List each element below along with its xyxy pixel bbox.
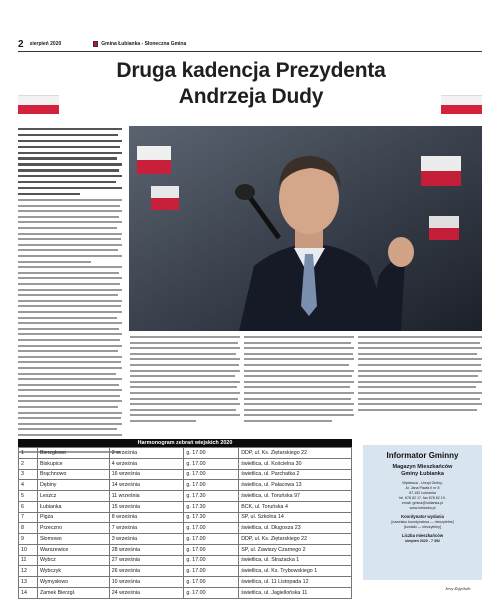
article-headline <box>20 58 482 110</box>
row-number: 9 <box>19 534 38 545</box>
table-row <box>19 544 352 555</box>
meeting-date: 10 września <box>109 577 184 588</box>
meeting-venue: świetlica, ul. Toruńska 97 <box>239 491 352 502</box>
article-lead-column <box>18 128 122 456</box>
village-name: Bierzgłowo <box>37 448 109 459</box>
row-number: 11 <box>19 555 38 566</box>
coordinator-label: Koordynator wydania <box>401 514 444 519</box>
newspaper-name-text: Gmina Łubianka - Słoneczna Gmina <box>101 41 187 47</box>
meeting-venue: SP, ul. Zawiszy Czarnego 2 <box>239 544 352 555</box>
table-row <box>19 577 352 588</box>
meeting-date: 27 września <box>109 555 184 566</box>
village-name: Zamek Bierzgł. <box>37 587 109 598</box>
village-name: Przeczno <box>37 523 109 534</box>
row-number: 8 <box>19 523 38 534</box>
meeting-date: 26 września <box>109 566 184 577</box>
meeting-venue: świetlica, ul. Kościelna 30 <box>239 458 352 469</box>
meeting-venue: SP, ul. Szkolna 14 <box>239 512 352 523</box>
meeting-venue: DDP, ul. Ks. Ziętarskiego 22 <box>239 448 352 459</box>
village-name: Łubianka <box>37 501 109 512</box>
village-name: Dębiny <box>37 480 109 491</box>
table-row <box>19 480 352 491</box>
table-row <box>19 491 352 502</box>
meeting-time: g. 17.00 <box>184 587 239 598</box>
village-name: Wymysłowo <box>37 577 109 588</box>
coat-of-arms-icon <box>93 41 98 47</box>
meeting-date: 8 września <box>109 512 184 523</box>
meeting-time: g. 17.00 <box>184 458 239 469</box>
meeting-venue: świetlica, ul. Ks. Trybowskiego 1 <box>239 566 352 577</box>
info-box-subtitle-1: Magazyn Mieszkańców <box>392 464 453 470</box>
phone: tel. 678 82 17, fax 678 82 19, <box>399 496 446 500</box>
headline-line-2: Andrzeja Dudy <box>178 85 324 108</box>
meeting-venue: świetlica, ul. Strażacka 1 <box>239 555 352 566</box>
meeting-time: g. 17.00 <box>184 566 239 577</box>
meeting-date: 2 września <box>109 448 184 459</box>
author-signature: Jerzy Zajęchuła <box>445 586 471 591</box>
address-line-1: Al. Jana Pawła II nr 8 <box>405 486 440 490</box>
article-column-2 <box>130 336 240 426</box>
meeting-venue: świetlica, ul. Parchatka 2 <box>239 469 352 480</box>
village-name: Słomowo <box>37 534 109 545</box>
article-column-3 <box>244 336 354 426</box>
coordinator-contact: [kontakt — nieczytelny] <box>404 525 441 529</box>
meeting-time: g. 17.00 <box>184 534 239 545</box>
meeting-venue: świetlica, ul. Długosza 23 <box>239 523 352 534</box>
row-number: 13 <box>19 577 38 588</box>
row-number: 3 <box>19 469 38 480</box>
meeting-time: g. 17.00 <box>184 544 239 555</box>
address-line-2: 87-152 Łubianka <box>409 491 436 495</box>
meeting-date: 24 września <box>109 587 184 598</box>
meeting-date: 28 września <box>109 544 184 555</box>
page-number: 2 <box>18 38 24 50</box>
village-name: Pigża <box>37 512 109 523</box>
village-name: Brąchnowo <box>37 469 109 480</box>
headline-line-1: Druga kadencja Prezydenta <box>116 59 386 82</box>
row-number: 2 <box>19 458 38 469</box>
header-divider <box>18 51 482 52</box>
newspaper-name <box>93 41 186 47</box>
meeting-time: g. 17.00 <box>184 448 239 459</box>
table-row <box>19 555 352 566</box>
meeting-venue: świetlica, ul. 11 Listopada 12 <box>239 577 352 588</box>
article-photo <box>129 126 482 331</box>
row-number: 14 <box>19 587 38 598</box>
meeting-date: 3 września <box>109 534 184 545</box>
population-value: sierpień 2020 - 7 392 <box>405 539 440 543</box>
meeting-venue: DDP, ul. Ks. Ziętarskiego 22 <box>239 534 352 545</box>
row-number: 5 <box>19 491 38 502</box>
meeting-time: g. 17.30 <box>184 512 239 523</box>
meeting-date: 16 września <box>109 469 184 480</box>
meeting-venue: świetlica, ul. Pałacowa 13 <box>239 480 352 491</box>
row-number: 1 <box>19 448 38 459</box>
table-row <box>19 523 352 534</box>
meeting-schedule-table <box>18 447 352 599</box>
schedule-title: Harmonogram zebrań wiejskich 2020 <box>18 439 352 447</box>
row-number: 10 <box>19 544 38 555</box>
meeting-date: 7 września <box>109 523 184 534</box>
meeting-venue: BCK, ul. Toruńska 4 <box>239 501 352 512</box>
table-row <box>19 501 352 512</box>
table-row <box>19 534 352 545</box>
email: email: gmina@lubianka.pl <box>401 501 444 505</box>
meeting-time: g. 17.30 <box>184 501 239 512</box>
village-name: Biskupice <box>37 458 109 469</box>
table-row <box>19 512 352 523</box>
meeting-venue: świetlica, ul. Jagiellońska 11 <box>239 587 352 598</box>
info-box-title: Informator Gminny <box>386 451 459 460</box>
table-row <box>19 587 352 598</box>
meeting-date: 15 września <box>109 501 184 512</box>
polish-flag-icon <box>18 95 59 114</box>
meeting-time: g. 17.30 <box>184 491 239 502</box>
president-photo-illustration <box>129 126 482 331</box>
publisher: Wydawca - Urząd Gminy, <box>402 481 443 485</box>
village-name: Wybczyk <box>37 566 109 577</box>
meeting-time: g. 17.00 <box>184 480 239 491</box>
article-column-4 <box>358 336 482 414</box>
polish-flag-icon <box>441 95 482 114</box>
website: www.lubianka.pl <box>409 506 436 510</box>
village-name: Leszcz <box>37 491 109 502</box>
meeting-time: g. 17.00 <box>184 577 239 588</box>
village-name: Wybcz <box>37 555 109 566</box>
publisher-info-box <box>363 445 482 580</box>
page-header <box>18 38 482 50</box>
row-number: 12 <box>19 566 38 577</box>
issue-date: sierpień 2020 <box>29 41 62 47</box>
info-box-subtitle-2: Gminy Łubianka <box>401 471 444 477</box>
table-row <box>19 469 352 480</box>
row-number: 7 <box>19 512 38 523</box>
table-row <box>19 448 352 459</box>
meeting-date: 4 września <box>109 458 184 469</box>
table-row <box>19 458 352 469</box>
schedule-body <box>19 448 352 599</box>
meeting-time: g. 17.00 <box>184 469 239 480</box>
row-number: 4 <box>19 480 38 491</box>
meeting-time: g. 17.00 <box>184 555 239 566</box>
meeting-date: 11 września <box>109 491 184 502</box>
row-number: 6 <box>19 501 38 512</box>
meeting-time: g. 17.00 <box>184 523 239 534</box>
village-name: Warszewice <box>37 544 109 555</box>
coordinator-name: [nazwisko koordynatora — nieczytelne] <box>391 520 454 524</box>
population-label: Liczba mieszkańców <box>401 533 444 538</box>
meeting-date: 14 września <box>109 480 184 491</box>
table-row <box>19 566 352 577</box>
